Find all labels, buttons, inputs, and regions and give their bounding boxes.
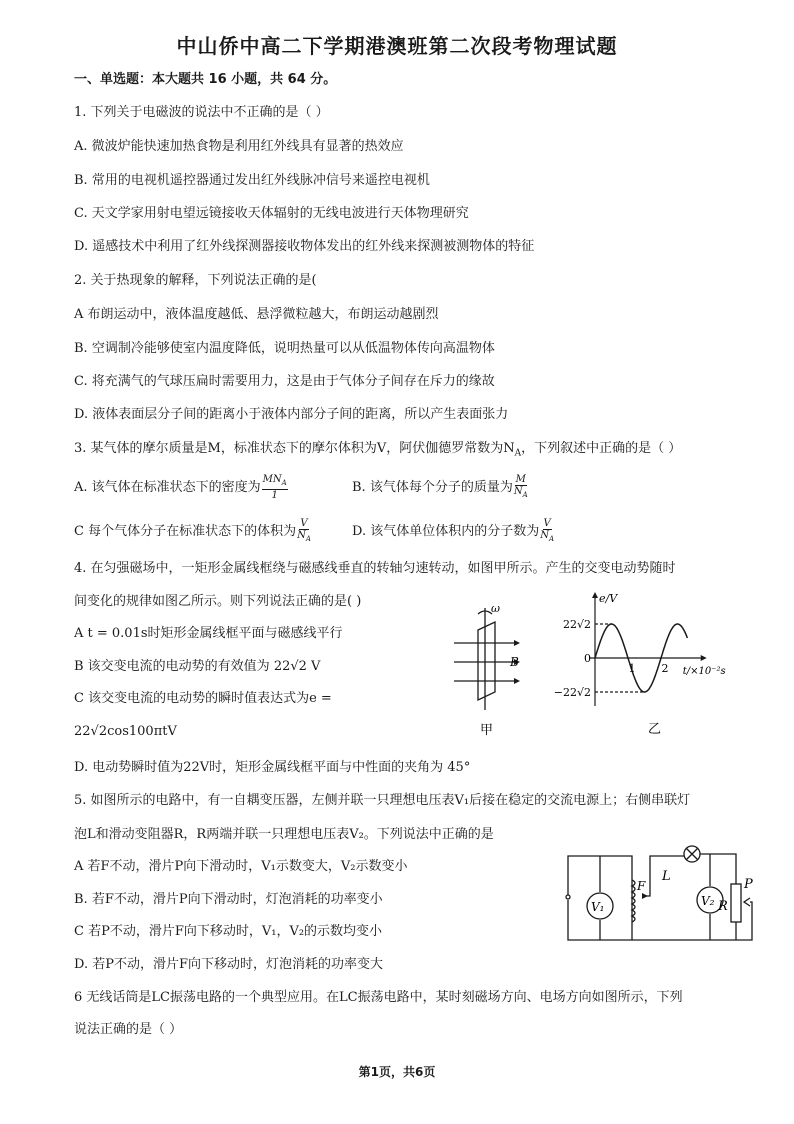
question-3-stem-sub: A	[514, 448, 522, 459]
fraction-numerator: M	[515, 474, 526, 485]
fraction-numerator: V	[300, 518, 308, 529]
question-6-stem-line-1: 6 无线话筒是LC振荡电路的一个典型应用。在LC振荡电路中，某时刻磁场方向、电场方向如图所示，下列	[74, 990, 683, 1005]
page-title: 中山侨中高二下学期港澳班第二次段考物理试题	[176, 34, 618, 58]
question-3-option-c	[74, 518, 312, 545]
origin-label: 0	[584, 652, 591, 665]
section-heading: 一、单选题：本大题共 16 小题，共 64 分。	[74, 72, 337, 87]
question-5-option-d: D. 若P不动，滑片F向下移动时，灯泡消耗的功率变大	[74, 957, 383, 972]
f-label: F	[637, 879, 646, 893]
question-4-option-b: B 该交变电流的电动势的有效值为 22√2 V	[74, 659, 321, 674]
question-4-option-a: A t = 0.01s时矩形金属线框平面与磁感线平行	[74, 626, 343, 641]
arrow-head	[514, 640, 520, 646]
question-3-stem-text: 3. 某气体的摩尔质量是M，标准状态下的摩尔体积为V，阿伏伽德罗常数为N	[74, 441, 515, 456]
omega-label: ω	[491, 602, 500, 615]
question-4-option-d: D. 电动势瞬时值为22V时，矩形金属线框平面与中性面的夹角为 45°	[74, 760, 471, 775]
fraction-denominator: N	[540, 530, 549, 541]
fraction-numerator: MN	[262, 474, 282, 485]
fraction	[540, 518, 554, 545]
r-label: R	[718, 899, 728, 914]
x-axis-label: t/×10⁻²s	[682, 666, 726, 677]
x-tick-1: 1	[628, 662, 636, 675]
question-3-option-b-text: B. 该气体每个分子的质量为	[352, 480, 513, 495]
rheostat-r	[731, 884, 741, 922]
question-2-option-b: B. 空调制冷能够使室内温度降低，说明热量可以从低温物体传向高温物体	[74, 341, 495, 356]
fraction-denominator: N	[513, 486, 523, 497]
question-3-option-a-text: A. 该气体在标准状态下的密度为	[74, 480, 261, 495]
fraction-sub: A	[305, 535, 311, 543]
coil-frame	[478, 622, 495, 700]
question-4-stem-line-1: 4. 在匀强磁场中，一矩形金属线框绕与磁感线垂直的转轴匀速转动，如图甲所示。产生的交变电动势随时	[74, 561, 676, 576]
page-footer: 第1页，共6页	[358, 1065, 436, 1079]
question-5-stem-line-1: 5. 如图所示的电路中，有一自耦变压器，左侧并联一只理想电压表V₁后接在稳定的交流电源上；右侧串联灯	[74, 793, 691, 808]
question-3-option-b	[352, 474, 529, 501]
x-tick-2: 2	[661, 662, 669, 675]
x-axis-arrow	[701, 655, 707, 661]
fraction-numerator: V	[543, 518, 551, 529]
coil-rotation-figure	[440, 600, 530, 738]
p-label: P	[744, 877, 753, 892]
y-tick-max: 22√2	[562, 618, 591, 631]
question-3-stem	[74, 439, 681, 464]
y-tick-min: −22√2	[553, 686, 591, 699]
question-5-stem-line-2: 泡L和滑动变阻器R，R两端并联一只理想电压表V₂。下列说法中正确的是	[74, 827, 494, 842]
question-4-option-c-expression: 22√2cos100πtV	[74, 724, 177, 739]
question-3-stem-tail: ，下列叙述中正确的是（ ）	[521, 441, 682, 456]
fraction	[514, 474, 528, 501]
v2-label: V₂	[701, 894, 715, 908]
question-2-option-d: D. 液体表面层分子间的距离小于液体内部分子间的距离，所以产生表面张力	[74, 407, 509, 422]
v1-label: V₁	[591, 900, 605, 914]
rheostat-slider-p	[744, 898, 750, 906]
question-3-option-d-text: D. 该气体单位体积内的分子数为	[352, 524, 540, 539]
question-5-option-b: B. 若F不动，滑片P向下滑动时，灯泡消耗的功率变小	[74, 892, 383, 907]
slider-p-wire	[736, 902, 752, 940]
question-1-option-c: C. 天文学家用射电望远镜接收天体辐射的无线电波进行天体物理研究	[74, 206, 469, 221]
emf-time-chart	[540, 588, 726, 740]
question-3-option-a	[74, 474, 289, 501]
transformer-circuit-figure	[560, 840, 760, 950]
question-6-stem-line-2: 说法正确的是（ ）	[74, 1022, 183, 1037]
fraction	[297, 518, 311, 545]
question-3-option-c-text: C 每个气体分子在标准状态下的体积为	[74, 524, 297, 539]
fraction-sub: A	[522, 491, 528, 499]
lamp-wire	[700, 854, 736, 884]
question-1-option-d: D. 遥感技术中利用了红外线探测器接收物体发出的红外线来探测被测物体的特征	[74, 239, 535, 254]
fraction-denominator: N	[297, 530, 306, 541]
y-axis-label: e/V	[599, 592, 618, 605]
question-2-option-c: C. 将充满气的气球压扁时需要用力，这是由于气体分子间存在斥力的缘故	[74, 374, 495, 389]
figure-caption-yi: 乙	[648, 722, 662, 737]
question-5-option-c: C 若P不动，滑片F向下移动时，V₁，V₂的示数均变小	[74, 924, 383, 939]
l-label: L	[662, 869, 671, 884]
question-2-option-a: A 布朗运动中，液体温度越低、悬浮微粒越大，布朗运动越剧烈	[74, 307, 439, 322]
input-terminal	[566, 895, 570, 899]
question-4-option-c: C 该交变电流的电动势的瞬时值表达式为e =	[74, 691, 332, 706]
fraction	[262, 474, 288, 501]
slider-f-arrow	[642, 893, 648, 899]
fraction-sub: A	[281, 479, 287, 487]
question-1-option-b: B. 常用的电视机遥控器通过发出红外线脉冲信号来遥控电视机	[74, 173, 430, 188]
question-5-option-a: A 若F不动，滑片P向下滑动时，V₁示数变大，V₂示数变小	[74, 859, 408, 874]
question-1-option-a: A. 微波炉能快速加热食物是利用红外线具有显著的热效应	[74, 139, 404, 154]
arrow-head	[514, 678, 520, 684]
y-axis-arrow	[592, 592, 598, 598]
fraction-denominator: 1	[271, 490, 278, 501]
question-2-stem: 2. 关于热现象的解释，下列说法正确的是(	[74, 273, 317, 288]
field-b-label: B	[510, 655, 519, 669]
question-3-option-d	[352, 518, 555, 545]
figure-caption-jia: 甲	[480, 723, 494, 738]
question-1-stem: 1. 下列关于电磁波的说法中不正确的是（ ）	[74, 105, 329, 120]
fraction-sub: A	[548, 535, 555, 543]
question-4-stem-line-2: 间变化的规律如图乙所示。则下列说法正确的是( )	[74, 594, 362, 609]
